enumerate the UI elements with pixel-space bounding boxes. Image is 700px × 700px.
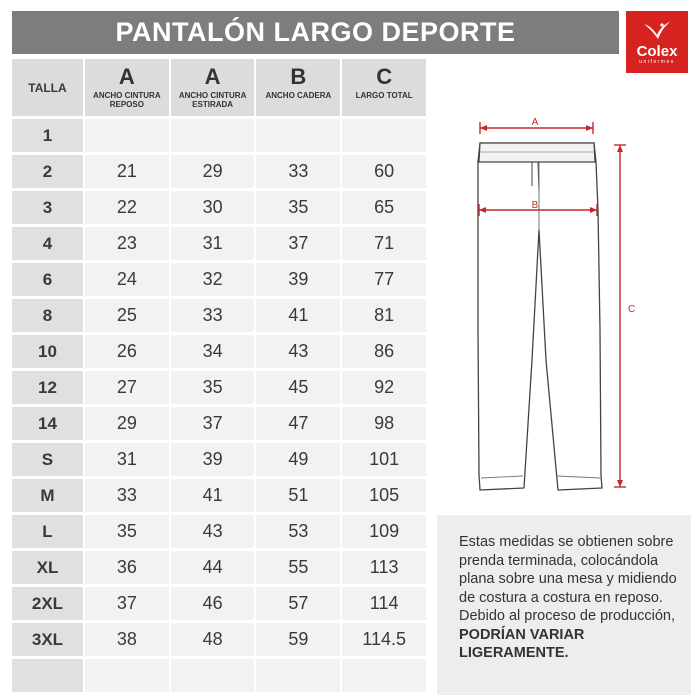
waistband [479,143,595,162]
value-cell: 35 [171,371,257,407]
size-cell: 3 [12,191,85,227]
value-cell: 41 [256,299,342,335]
measure-a-label: A [531,117,539,128]
value-cell: 24 [85,263,171,299]
value-cell: 44 [171,551,257,587]
header-label: ANCHO CINTURA REPOSO [93,91,161,109]
table-row [12,407,428,443]
header-col-largo-total [342,59,428,119]
value-cell: 60 [342,155,428,191]
value-cell: 33 [85,479,171,515]
size-cell: L [12,515,85,551]
header-col-ancho-cintura-reposo [85,59,171,119]
value-cell: 26 [85,335,171,371]
value-cell: 33 [171,299,257,335]
value-cell [171,659,257,695]
size-cell [12,659,85,695]
value-cell: 114 [342,587,428,623]
table-row [12,299,428,335]
value-cell: 22 [85,191,171,227]
header-label: ANCHO CADERA [265,91,332,100]
value-cell: 71 [342,227,428,263]
value-cell: 35 [256,191,342,227]
table-row [12,515,428,551]
value-cell: 37 [256,227,342,263]
table-row [12,443,428,479]
table-row [12,155,428,191]
value-cell: 33 [256,155,342,191]
value-cell [171,119,257,155]
value-cell: 48 [171,623,257,659]
size-cell: 10 [12,335,85,371]
value-cell [256,119,342,155]
value-cell: 32 [171,263,257,299]
value-cell: 31 [171,227,257,263]
size-cell: 12 [12,371,85,407]
measure-c-arrow [614,145,626,487]
value-cell: 30 [171,191,257,227]
header-col-ancho-cintura-estirada [171,59,257,119]
header-col-ancho-cadera [256,59,342,119]
value-cell [342,659,428,695]
bird-icon [642,20,672,42]
value-cell: 41 [171,479,257,515]
table-row [12,371,428,407]
value-cell: 37 [171,407,257,443]
header-letter: C [376,64,393,89]
measurement-note [437,515,691,695]
value-cell [256,659,342,695]
value-cell: 105 [342,479,428,515]
value-cell: 59 [256,623,342,659]
measure-b-label: B [531,200,539,211]
table-row [12,623,428,659]
value-cell: 81 [342,299,428,335]
header-letter: A [118,64,135,89]
value-cell: 114.5 [342,623,428,659]
value-cell: 86 [342,335,428,371]
value-cell: 55 [256,551,342,587]
value-cell: 37 [85,587,171,623]
value-cell: 43 [256,335,342,371]
value-cell: 25 [85,299,171,335]
table-row [12,119,428,155]
header-label: LARGO TOTAL [355,91,413,100]
measure-c-label: C [628,304,636,315]
size-cell: 2XL [12,587,85,623]
table-row [12,479,428,515]
value-cell: 92 [342,371,428,407]
value-cell: 53 [256,515,342,551]
value-cell: 47 [256,407,342,443]
value-cell: 98 [342,407,428,443]
table-row [12,335,428,371]
table-row [12,227,428,263]
size-cell: S [12,443,85,479]
value-cell [85,119,171,155]
table-row [12,587,428,623]
pants-outline [478,143,602,490]
value-cell: 45 [256,371,342,407]
value-cell: 77 [342,263,428,299]
size-cell: XL [12,551,85,587]
value-cell: 21 [85,155,171,191]
size-cell: 4 [12,227,85,263]
value-cell: 39 [171,443,257,479]
value-cell: 35 [85,515,171,551]
note-emphasis: PODRÍAN VARIAR LIGERAMENTE. [459,626,585,661]
size-cell: 2 [12,155,85,191]
value-cell: 49 [256,443,342,479]
header-letter: A [204,64,221,89]
size-cell: M [12,479,85,515]
logo-subtitle: uniformes [639,58,675,65]
size-cell: 3XL [12,623,85,659]
value-cell: 23 [85,227,171,263]
header-talla: TALLA [12,59,85,119]
table-row [12,659,428,695]
value-cell: 46 [171,587,257,623]
value-cell: 39 [256,263,342,299]
table-row [12,191,428,227]
note-text: Estas medidas se obtienen sobre prenda terminada, colocándola plana sobre una mesa y midiendo de costura a costura en reposo. Debido al proceso de producción, [459,534,677,624]
value-cell: 101 [342,443,428,479]
header-letter: B [290,64,307,89]
header-label: ANCHO CINTURA ESTIRADA [178,91,247,109]
value-cell: 31 [85,443,171,479]
size-cell: 1 [12,119,85,155]
value-cell: 36 [85,551,171,587]
pants-diagram [436,100,690,510]
value-cell: 38 [85,623,171,659]
value-cell: 51 [256,479,342,515]
value-cell [85,659,171,695]
value-cell [342,119,428,155]
value-cell: 65 [342,191,428,227]
value-cell: 27 [85,371,171,407]
size-table [12,59,428,695]
value-cell: 29 [85,407,171,443]
brand-logo [626,11,688,73]
size-cell: 6 [12,263,85,299]
table-row [12,551,428,587]
value-cell: 34 [171,335,257,371]
value-cell: 57 [256,587,342,623]
value-cell: 29 [171,155,257,191]
table-body [12,119,428,695]
logo-name: Colex [636,42,678,60]
value-cell: 43 [171,515,257,551]
table-header-row [12,59,428,119]
value-cell: 109 [342,515,428,551]
value-cell: 113 [342,551,428,587]
table-row [12,263,428,299]
size-cell: 14 [12,407,85,443]
size-cell: 8 [12,299,85,335]
page-title: PANTALÓN LARGO DEPORTE [12,11,619,54]
